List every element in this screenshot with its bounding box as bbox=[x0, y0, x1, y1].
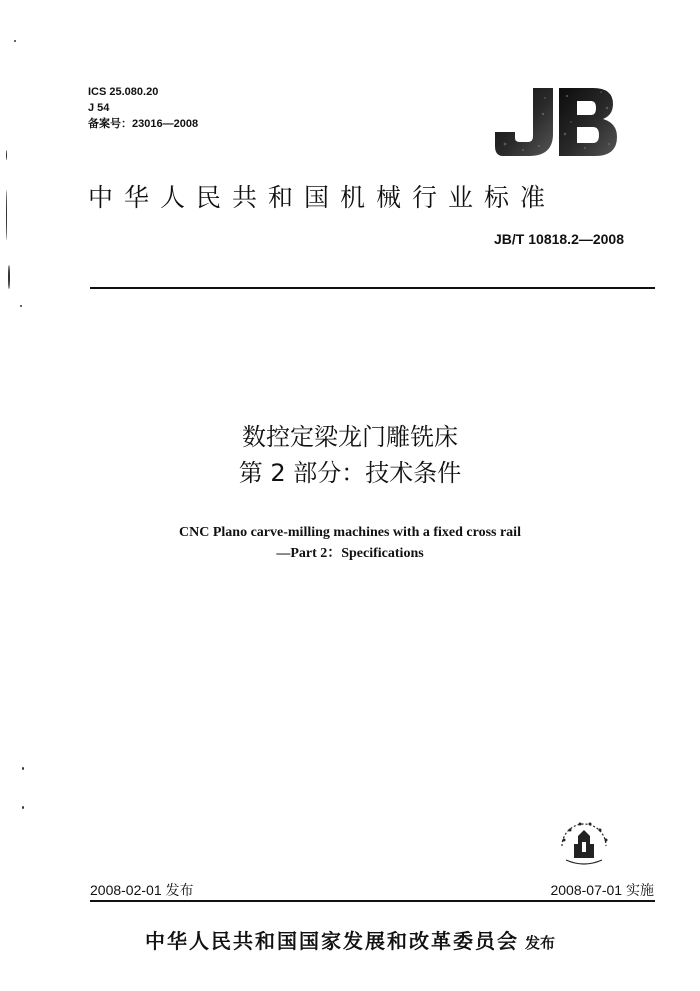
scan-speck bbox=[14, 40, 16, 42]
classification-block bbox=[88, 84, 198, 132]
title-chinese-line1: 数控定梁龙门雕铣床 bbox=[242, 423, 458, 451]
standard-category: 中华人民共和国机械行业标准 bbox=[88, 183, 557, 212]
title-english bbox=[0, 522, 700, 564]
standard-number: JB/T 10818.2—2008 bbox=[494, 231, 624, 247]
scan-speck bbox=[6, 190, 7, 240]
scan-speck bbox=[22, 806, 24, 809]
scan-speck bbox=[20, 305, 22, 307]
divider-bottom bbox=[90, 900, 655, 902]
title-chinese-line2: 第 2 部分：技术条件 bbox=[238, 459, 462, 487]
scan-speck bbox=[6, 150, 7, 160]
issuer-suffix: 发布 bbox=[524, 934, 555, 952]
title-chinese bbox=[0, 419, 700, 491]
ndrc-emblem-icon bbox=[556, 818, 612, 868]
scan-speck bbox=[22, 767, 24, 770]
ics-code: ICS 25.080.20 bbox=[88, 86, 159, 98]
divider-top bbox=[90, 287, 655, 289]
issuer-name: 中华人民共和国国家发展和改革委员会 bbox=[144, 929, 519, 953]
issuing-authority bbox=[0, 925, 700, 954]
issue-date: 2008-02-01 发布 bbox=[90, 882, 194, 898]
title-english-line1: CNC Plano carve-milling machines with a fixed cross rail bbox=[179, 525, 521, 540]
jb-logo bbox=[493, 84, 619, 160]
implementation-date: 2008-07-01 实施 bbox=[550, 882, 654, 898]
class-code: J 54 bbox=[88, 102, 110, 114]
filing-number: 备案号：23016—2008 bbox=[88, 118, 199, 130]
scan-speck bbox=[8, 265, 10, 289]
title-english-line2: —Part 2：Specifications bbox=[276, 546, 424, 561]
